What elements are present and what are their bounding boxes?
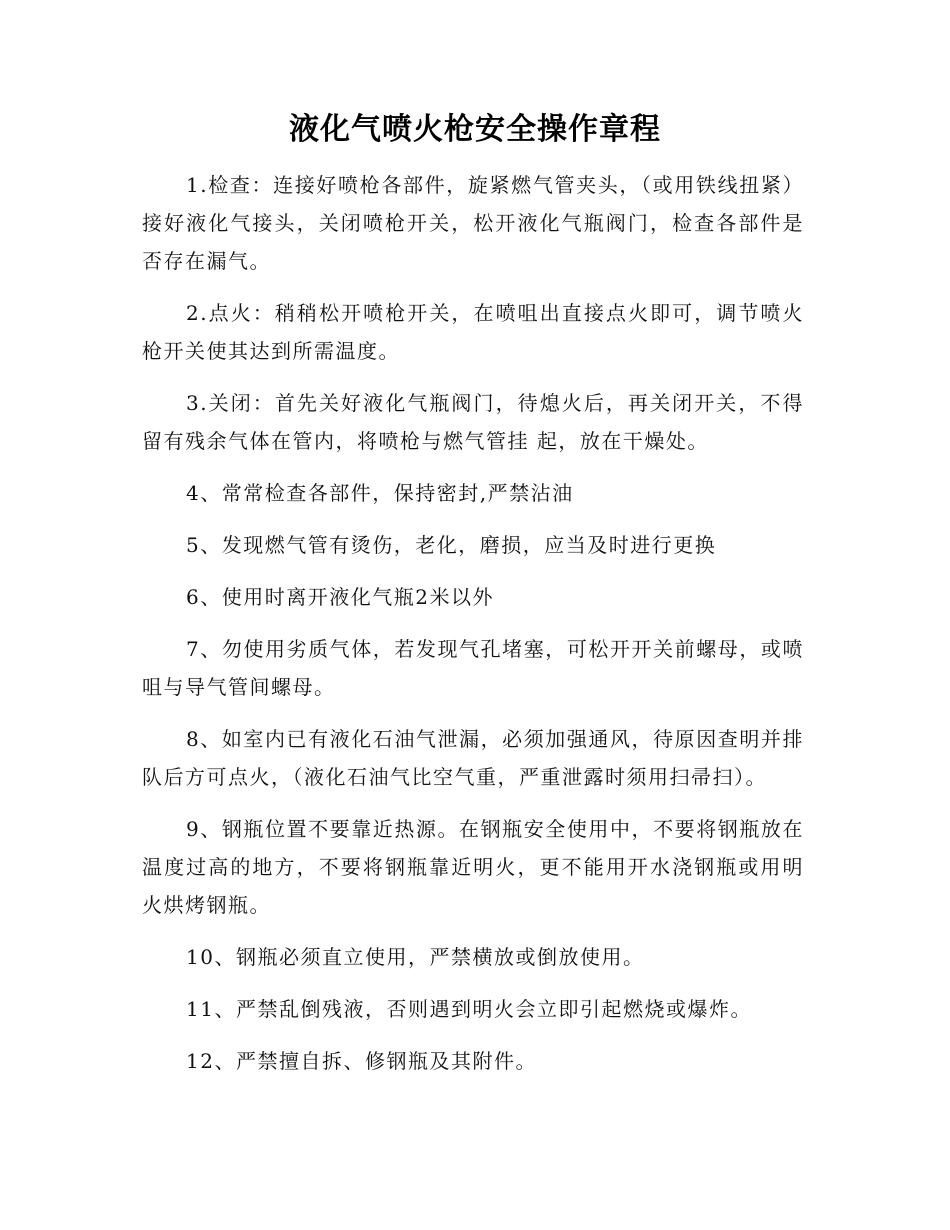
paragraph-5: 5、发现燃气管有烫伤，老化，磨损，应当及时进行更换 (186, 533, 717, 557)
document-title: 液化气喷火枪安全操作章程 (289, 112, 661, 147)
paragraph-4: 4、常常检查各部件，保持密封,严禁沾油 (186, 481, 574, 505)
paragraph-1: 1.检查：连接好喷枪各部件，旋紧燃气管夹头，（或用铁线扭紧）接好液化气接头，关闭喷枪开关，松开液化气瓶阀门，检查各部件是否存在漏气。 (142, 173, 804, 273)
document-body (142, 166, 804, 1094)
paragraph-9: 9、钢瓶位置不要靠近热源。在钢瓶安全使用中，不要将钢瓶放在温度过高的地方，不要将钢瓶靠近明火，更不能用开水浇钢瓶或用明火烘烤钢瓶。 (142, 817, 804, 917)
paragraph-11: 11、严禁乱倒残液，否则遇到明火会立即引起燃烧或爆炸。 (186, 997, 752, 1021)
paragraph-6: 6、使用时离开液化气瓶2米以外 (186, 585, 494, 609)
paragraph-7: 7、勿使用劣质气体，若发现气孔堵塞，可松开开关前螺母，或喷咀与导气管间螺母。 (142, 637, 804, 699)
paragraph-2: 2.点火：稍稍松开喷枪开关，在喷咀出直接点火即可，调节喷火枪开关使其达到所需温度。 (142, 301, 804, 363)
paragraph-12: 12、严禁擅自拆、修钢瓶及其附件。 (186, 1049, 537, 1073)
paragraph-8: 8、如室内已有液化石油气泄漏，必须加强通风，待原因查明并排队后方可点火，（液化石油气比空气重，严重泄露时须用扫帚扫）。 (142, 727, 804, 789)
paragraph-3: 3.关闭：首先关好液化气瓶阀门，待熄火后，再关闭开关，不得留有残余气体在管内，将喷枪与燃气管挂 起，放在干燥处。 (142, 391, 804, 453)
paragraph-10: 10、钢瓶必须直立使用，严禁横放或倒放使用。 (186, 945, 645, 969)
